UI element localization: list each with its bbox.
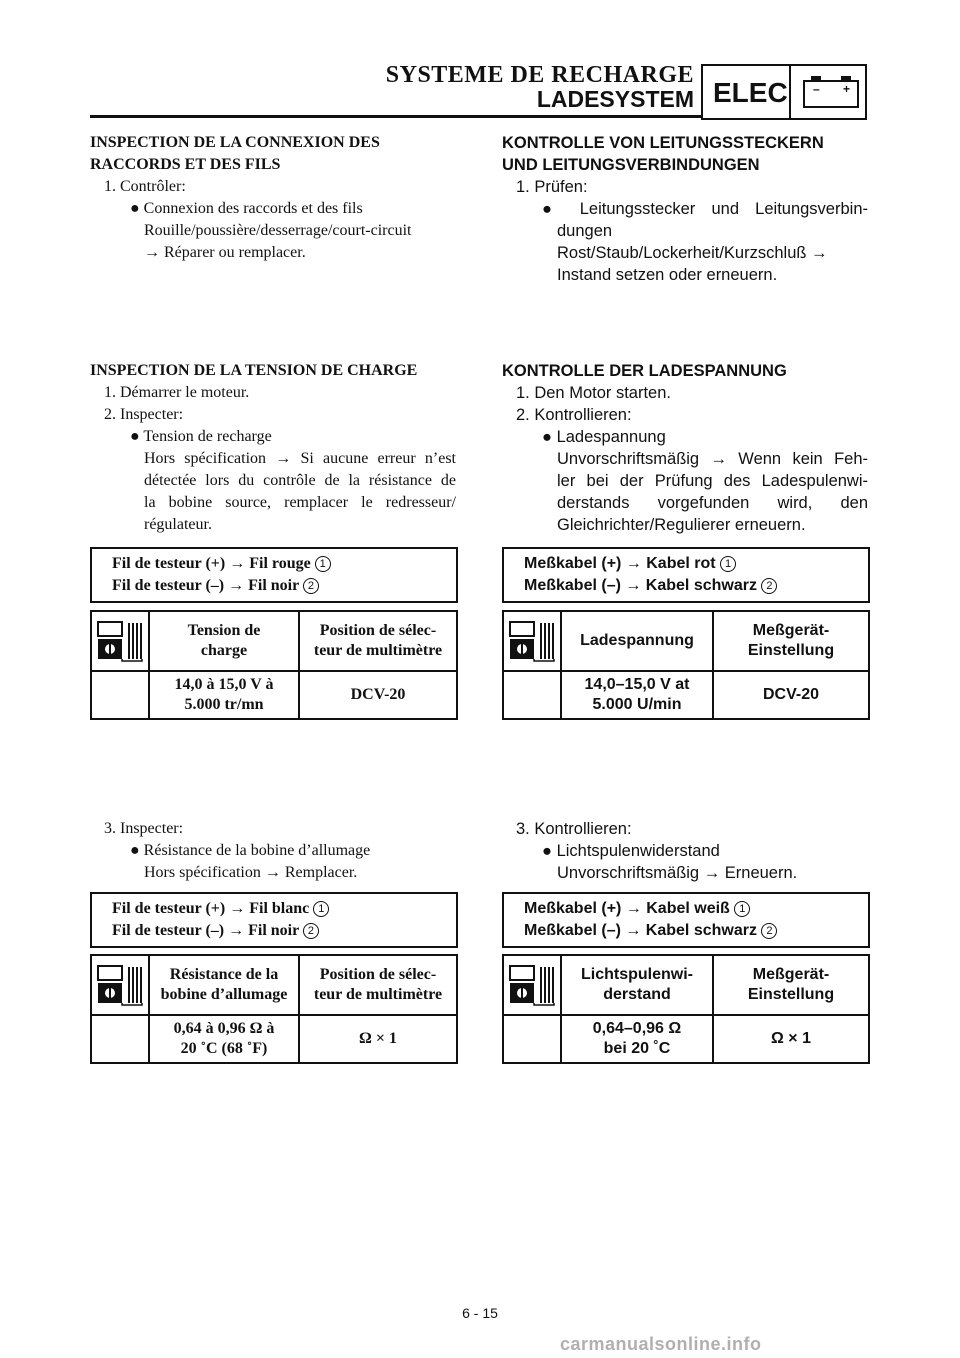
de-section-coil-resistance: [502, 818, 868, 884]
callout-2: 2: [303, 923, 319, 939]
fr-section-connection: [90, 132, 460, 264]
de-s1-heading-1: KONTROLLE VON LEITUNGSSTECKERN: [502, 134, 824, 152]
callout-2: 2: [761, 578, 777, 594]
bullet-dot-icon: ●: [542, 428, 557, 446]
de-s1-heading-2: UND LEITUNGSVERBINDUNGEN: [502, 156, 760, 174]
de-s2-box-line2: Meßkabel (–) → Kabel schwarz 2: [524, 575, 868, 597]
elec-label: ELEC: [713, 77, 788, 108]
fr-s2-l1: Hors spécification → Si aucune erreur n’est: [144, 450, 456, 467]
fr-s3-lead-box: [90, 892, 458, 948]
de-section-charge-voltage: [502, 360, 868, 536]
fr-section-charge-voltage: [90, 360, 460, 536]
de-s3-spec-table: [502, 954, 870, 1064]
de-s3-td1: 0,64–0,96 Ω bei 20 ˚C: [561, 1015, 713, 1063]
de-s2-bullet: ● Ladespannung: [542, 428, 666, 446]
page-number: 6 - 15: [462, 1305, 498, 1321]
battery-icon: [803, 80, 859, 108]
de-s1-step1: 1. Prüfen:: [516, 178, 588, 196]
callout-1: 1: [313, 901, 329, 917]
de-s1-bullet-a: ● Leitungsstecker und Leitungsverbin-: [542, 200, 868, 218]
fr-section-coil-resistance: [90, 818, 460, 884]
fr-s3-spec-table: [90, 954, 458, 1064]
de-s3-meter-cell: [503, 955, 561, 1015]
de-s2-l1: Unvorschriftsmäßig → Wenn kein Feh-: [557, 450, 868, 468]
fr-s3-td2: Ω × 1: [299, 1015, 457, 1063]
callout-1: 1: [315, 556, 331, 572]
de-s3-box-line2: Meßkabel (–) → Kabel schwarz 2: [524, 920, 868, 942]
callout-1: 1: [734, 901, 750, 917]
fr-s3-l1: Hors spécification → Remplacer.: [144, 864, 358, 881]
de-s3-th1: Lichtspulenwi- derstand: [561, 955, 713, 1015]
callout-2: 2: [761, 923, 777, 939]
fr-s1-line1: Rouille/poussière/desserrage/court-circuit: [144, 222, 412, 239]
de-s3-empty-cell: [503, 1015, 561, 1063]
fr-s2-th2: Position de sélec- teur de multimètre: [299, 611, 457, 671]
battery-terminal-minus: [811, 76, 821, 81]
fr-s2-th1: Tension de charge: [149, 611, 299, 671]
de-s2-lead-box: [502, 547, 870, 603]
de-s2-th1: Ladespannung: [561, 611, 713, 671]
watermark: carmanualsonline.info: [560, 1334, 762, 1354]
fr-s2-l3: la bobine source, remplacer le redresseur/: [144, 494, 456, 511]
multimeter-icon: [96, 619, 144, 663]
badge-divider: [789, 66, 791, 118]
multimeter-icon: [96, 963, 144, 1007]
de-s2-box-line1: Meßkabel (+) → Kabel rot 1: [524, 553, 868, 575]
fr-s1-bullet-text: Connexion des raccords et des fils: [143, 200, 363, 217]
fr-s1-heading-2: RACCORDS ET DES FILS: [90, 156, 281, 173]
de-s1-bullet: [502, 198, 868, 220]
fr-s1-heading-1: INSPECTION DE LA CONNEXION DES: [90, 134, 380, 151]
fr-s2-box-line2: Fil de testeur (–) → Fil noir 2: [112, 575, 456, 597]
de-s1-line1: Rost/Staub/Lockerheit/Kurzschluß →: [557, 244, 828, 262]
bullet-dot-icon: ●: [542, 842, 557, 860]
de-s3-th2: Meßgerät- Einstellung: [713, 955, 869, 1015]
fr-s2-step2: 2. Inspecter:: [104, 406, 184, 423]
de-s2-td2: DCV-20: [713, 671, 869, 719]
elec-section-badge: [701, 64, 867, 120]
de-s3-l1: Unvorschriftsmäßig → Erneuern.: [557, 864, 798, 882]
de-s2-td1: 14,0–15,0 V at 5.000 U/min: [561, 671, 713, 719]
page-title-fr: SYSTEME DE RECHARGE: [385, 62, 694, 88]
de-s3-td2: Ω × 1: [713, 1015, 869, 1063]
de-s1-line2: Instand setzen oder erneuern.: [557, 266, 778, 284]
fr-s2-heading: INSPECTION DE LA TENSION DE CHARGE: [90, 362, 418, 379]
fr-s3-td1: 0,64 à 0,96 Ω à 20 ˚C (68 ˚F): [149, 1015, 299, 1063]
multimeter-icon: [508, 619, 556, 663]
fr-s3-th2: Position de sélec- teur de multimètre: [299, 955, 457, 1015]
fr-s2-lead-box: [90, 547, 458, 603]
de-section-connection: [502, 132, 868, 286]
bullet-dot-icon: ●: [542, 200, 580, 218]
de-s3-box-line1: Meßkabel (+) → Kabel weiß 1: [524, 898, 868, 920]
fr-s3-meter-cell: [91, 955, 149, 1015]
page-title-de: LADESYSTEM: [536, 86, 694, 112]
fr-s2-td2: DCV-20: [299, 671, 457, 719]
fr-s2-box-line1: Fil de testeur (+) → Fil rouge 1: [112, 553, 456, 575]
fr-s2-l4: régulateur.: [144, 516, 212, 533]
fr-s3-step3: 3. Inspecter:: [104, 820, 184, 837]
fr-s3-box-line2: Fil de testeur (–) → Fil noir 2: [112, 920, 456, 942]
de-s3-step3: 3. Kontrollieren:: [516, 820, 632, 838]
fr-s3-box-line1: Fil de testeur (+) → Fil blanc 1: [112, 898, 456, 920]
de-s2-l4: Gleichrichter/Regulierer erneuern.: [557, 516, 806, 534]
battery-minus-sign: –: [813, 82, 820, 96]
bullet-dot-icon: ●: [130, 842, 144, 859]
de-s1-bullet-b: dungen: [557, 222, 613, 240]
fr-s1-line2: → Réparer ou remplacer.: [144, 244, 306, 261]
de-s2-th2: Meßgerät- Einstellung: [713, 611, 869, 671]
battery-terminal-plus: [841, 76, 851, 81]
callout-1: 1: [720, 556, 736, 572]
header-rule: [90, 115, 702, 118]
fr-s2-spec-table: [90, 610, 458, 720]
battery-plus-sign: +: [843, 82, 851, 96]
de-s2-l2: ler bei der Prüfung des Ladespulenwi-: [557, 472, 868, 490]
de-s3-bullet: ● Lichtspulenwiderstand: [542, 842, 720, 860]
callout-2: 2: [303, 578, 319, 594]
de-s2-step2: 2. Kontrollieren:: [516, 406, 632, 424]
fr-s2-td1: 14,0 à 15,0 V à 5.000 tr/mn: [149, 671, 299, 719]
de-s2-meter-cell: [503, 611, 561, 671]
fr-s2-step1: 1. Démarrer le moteur.: [104, 384, 250, 401]
fr-s2-bullet: ● Tension de recharge: [130, 428, 272, 445]
fr-s1-step1: 1. Contrôler:: [104, 178, 186, 195]
de-s2-empty-cell: [503, 671, 561, 719]
bullet-dot-icon: ●: [130, 200, 144, 217]
fr-s2-l2: détectée lors du contrôle de la résistance de: [144, 472, 456, 489]
de-s2-heading: KONTROLLE DER LADESPANNUNG: [502, 362, 787, 380]
fr-s3-th1: Résistance de la bobine d’allumage: [149, 955, 299, 1015]
fr-s2-meter-cell: [91, 611, 149, 671]
multimeter-icon: [508, 963, 556, 1007]
fr-s3-empty-cell: [91, 1015, 149, 1063]
fr-s1-bullet: [90, 198, 460, 220]
bullet-dot-icon: ●: [130, 428, 144, 445]
fr-s3-bullet: ● Résistance de la bobine d’allumage: [130, 842, 371, 859]
fr-s2-empty-cell: [91, 671, 149, 719]
de-s2-step1: 1. Den Motor starten.: [516, 384, 671, 402]
de-s2-l3: derstands vorgefunden wird, den: [557, 494, 868, 512]
de-s2-spec-table: [502, 610, 870, 720]
de-s3-lead-box: [502, 892, 870, 948]
